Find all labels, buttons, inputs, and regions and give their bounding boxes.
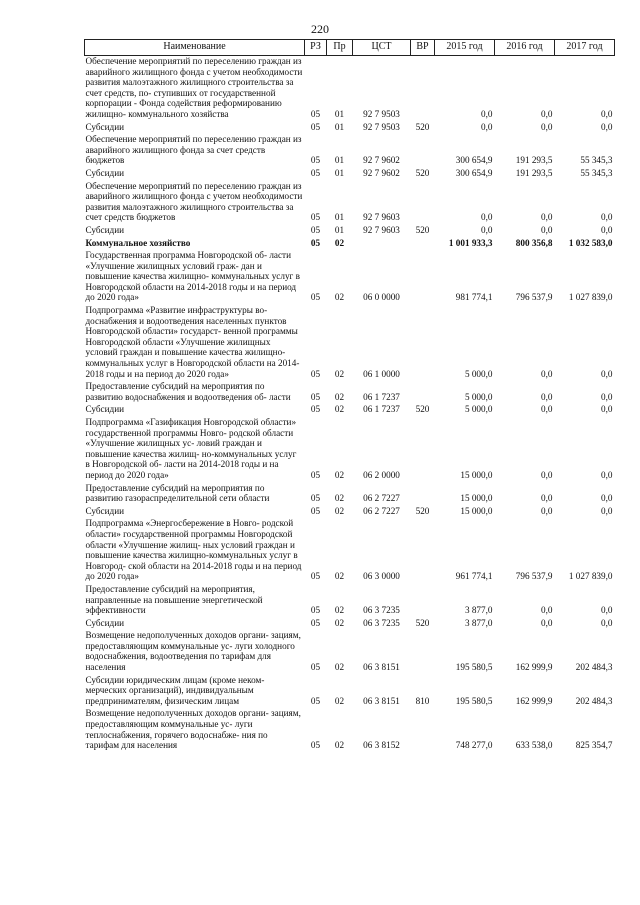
cell-pr: 01: [334, 224, 345, 235]
cell-cst: 06 3 7235: [363, 617, 400, 628]
cell-name: Субсидии: [85, 121, 125, 132]
cell-pr: 02: [334, 740, 345, 751]
cell-vr: [411, 250, 435, 305]
cell-2015: 0,0: [481, 224, 493, 235]
cell-2016: 796 537,9: [515, 571, 553, 582]
cell-name: Субсидии: [85, 505, 125, 516]
cell-2017: 0,0: [601, 605, 613, 616]
cell-rz: 05: [310, 108, 321, 119]
table-row: [85, 238, 615, 251]
cell-2017: 0,0: [601, 617, 613, 628]
cell-cst: 06 2 7227: [363, 493, 400, 504]
header-pr: Пр: [327, 40, 353, 56]
cell-2017: 55 345,3: [580, 167, 613, 178]
cell-2015: 15 000,0: [460, 469, 493, 480]
cell-vr: [411, 134, 435, 168]
cell-pr: 02: [334, 605, 345, 616]
header-2017: 2017 год: [555, 40, 615, 56]
cell-name: Обеспечение мероприятий по переселению граждан из аварийного жилищного фонда с учетом необходимости развития малоэтажного жилищного строительства за счет средств, по- ступивших от государственной корпорации - Фонда содействия реформированию жилищно- коммунального хозяйства: [85, 56, 303, 119]
cell-2017: 202 484,3: [575, 662, 613, 673]
cell-2015: 3 877,0: [464, 617, 493, 628]
cell-2015: 5 000,0: [464, 404, 493, 415]
cell-2017: 0,0: [601, 212, 613, 223]
cell-cst: 06 1 7237: [363, 391, 400, 402]
table-row: [85, 225, 615, 238]
cell-2016: 191 293,5: [515, 167, 553, 178]
cell-vr: 520: [415, 404, 430, 415]
cell-rz: 05: [310, 605, 321, 616]
cell-pr: 02: [334, 404, 345, 415]
cell-pr: 02: [334, 391, 345, 402]
header-rz: РЗ: [305, 40, 327, 56]
cell-2016: 0,0: [541, 121, 553, 132]
cell-pr: 01: [334, 121, 345, 132]
cell-2015: 300 654,9: [455, 155, 493, 166]
cell-2017: 0,0: [601, 108, 613, 119]
cell-2016: 0,0: [541, 605, 553, 616]
cell-cst: 06 1 7237: [363, 404, 400, 415]
cell-rz: 05: [310, 404, 321, 415]
cell-vr: [411, 483, 435, 506]
cell-name: Государственная программа Новгородской об- ласти «Улучшение жилищных условий граж- дан и повышение качества жилищно- коммунальных услуг в Новгородской области на 2014-2018 годы и на период до 2020 года»: [85, 250, 300, 303]
cell-pr: 02: [334, 292, 345, 303]
cell-rz: 05: [310, 505, 321, 516]
cell-vr: 520: [415, 121, 430, 132]
cell-rz: 05: [310, 740, 321, 751]
cell-name: Коммунальное хозяйство: [85, 237, 191, 248]
header-2016: 2016 год: [495, 40, 555, 56]
cell-2016: 0,0: [541, 404, 553, 415]
table-row: [85, 381, 615, 404]
cell-pr: 01: [334, 108, 345, 119]
cell-2016: 0,0: [541, 108, 553, 119]
cell-pr: 02: [334, 469, 345, 480]
table-row: [85, 417, 615, 483]
cell-rz: 05: [310, 469, 321, 480]
cell-2016: 796 537,9: [515, 292, 553, 303]
cell-2016: 0,0: [541, 368, 553, 379]
cell-rz: 05: [310, 121, 321, 132]
cell-name: Предоставление субсидий на мероприятия по развитию водоснабжения и водоотведения об- ласти: [85, 381, 291, 402]
table-row: [85, 56, 615, 122]
table-row: [85, 250, 615, 305]
cell-pr: 01: [334, 167, 345, 178]
cell-vr: 520: [415, 224, 430, 235]
cell-2015: 5 000,0: [464, 368, 493, 379]
cell-cst: 92 7 9602: [363, 155, 400, 166]
cell-pr: 02: [334, 505, 345, 516]
cell-2015: 981 774,1: [455, 292, 493, 303]
cell-2015: 0,0: [481, 108, 493, 119]
cell-pr: 02: [334, 695, 345, 706]
cell-cst: 92 7 9503: [363, 108, 400, 119]
cell-cst: 06 1 0000: [363, 368, 400, 379]
cell-name: Субсидии: [85, 224, 125, 235]
cell-vr: [411, 305, 435, 381]
cell-pr: 01: [334, 155, 345, 166]
cell-2016: 0,0: [541, 505, 553, 516]
cell-2017: 0,0: [601, 224, 613, 235]
table-row: [85, 483, 615, 506]
cell-2017: 0,0: [601, 493, 613, 504]
cell-rz: 05: [310, 662, 321, 673]
table-row: [85, 675, 615, 709]
cell-cst: 06 3 7235: [363, 605, 400, 616]
table-row: [85, 708, 615, 752]
cell-2017: 0,0: [601, 505, 613, 516]
cell-2017: 0,0: [601, 121, 613, 132]
table-row: [85, 518, 615, 584]
cell-vr: [411, 181, 435, 225]
cell-rz: 05: [310, 167, 321, 178]
cell-2015: 0,0: [481, 121, 493, 132]
cell-cst: 92 7 9603: [363, 212, 400, 223]
cell-2015: 961 774,1: [455, 571, 493, 582]
cell-2017: 0,0: [601, 404, 613, 415]
table-row: [85, 305, 615, 381]
cell-vr: 520: [415, 505, 430, 516]
cell-2015: 300 654,9: [455, 167, 493, 178]
cell-name: Субсидии: [85, 167, 125, 178]
cell-name: Подпрограмма «Энергосбережение в Новго- родской области» государственной программы Новгородской области «Улучшение жилищ- ных условий граждан и повышение качества жилищно-коммунальных услуг в Новгород- ской области на 2014-2018 годы и на период до 2020 года»: [85, 518, 302, 582]
cell-2016: 0,0: [541, 617, 553, 628]
cell-name: Обеспечение мероприятий по переселению граждан из аварийного жилищного фонда с учетом необходимости развития малоэтажного жилищного строительства за счет средств бюджетов: [85, 180, 303, 223]
cell-vr: 520: [415, 617, 430, 628]
cell-2016: 0,0: [541, 391, 553, 402]
cell-vr: [411, 630, 435, 674]
cell-2017: 0,0: [601, 368, 613, 379]
table-row: [85, 404, 615, 417]
cell-pr: 02: [334, 237, 345, 248]
cell-2017: 55 345,3: [580, 155, 613, 166]
cell-rz: 05: [310, 571, 321, 582]
cell-vr: [411, 584, 435, 618]
cell-2015: 5 000,0: [464, 391, 493, 402]
cell-rz: 05: [310, 237, 321, 248]
cell-cst: 06 3 8151: [363, 662, 400, 673]
cell-rz: 05: [310, 292, 321, 303]
budget-table: [84, 39, 615, 753]
cell-name: Возмещение недополученных доходов органи- зациям, предоставляющим коммунальные ус- луги теплоснабжения, горячего водоснабже- ния по тарифам для населения: [85, 708, 301, 751]
cell-vr: [411, 417, 435, 483]
cell-2015: 195 580,5: [455, 695, 493, 706]
cell-cst: 92 7 9503: [363, 121, 400, 132]
cell-2015: 0,0: [481, 212, 493, 223]
cell-2016: 633 538,0: [515, 740, 553, 751]
cell-cst: 06 3 0000: [363, 571, 400, 582]
cell-2016: 0,0: [541, 224, 553, 235]
cell-2016: 800 356,8: [515, 237, 553, 248]
header-2015: 2015 год: [435, 40, 495, 56]
cell-2015: 1 001 933,3: [448, 237, 493, 248]
cell-2017: 0,0: [601, 391, 613, 402]
cell-name: Субсидии: [85, 404, 125, 415]
header-cst: ЦСТ: [353, 40, 411, 56]
cell-2016: 0,0: [541, 469, 553, 480]
cell-2017: 825 354,7: [575, 740, 613, 751]
cell-cst: [353, 238, 411, 251]
table-row: [85, 181, 615, 225]
cell-2017: 0,0: [601, 469, 613, 480]
cell-2017: 202 484,3: [575, 695, 613, 706]
cell-vr: 520: [415, 167, 430, 178]
page-number: 220: [311, 22, 329, 36]
table-body: [85, 56, 615, 753]
cell-rz: 05: [310, 493, 321, 504]
cell-name: Подпрограмма «Развитие инфраструктуры во- доснабжения и водоотведения населенных пунктов Новгородской области» государст- венной программы Новгородской области «Улучшение жилищных условий граждан и повышение качества жилищно-коммунальных услуг в Новгородской области на 2014-2018 годы и на период до 2020 года»: [85, 305, 300, 379]
cell-cst: 06 3 8151: [363, 695, 400, 706]
table-header: [85, 40, 615, 56]
cell-name: Подпрограмма «Газификация Новгородской области» государственной программы Новго- родской области «Улучшение жилищных ус- ловий граждан и повышение качества жилищ- но-коммунальных услуг в Новгородской об- ласти на 2014-2018 годы и на период до 2020 года»: [85, 417, 297, 480]
cell-rz: 05: [310, 368, 321, 379]
cell-2016: 162 999,9: [515, 695, 553, 706]
cell-rz: 05: [310, 695, 321, 706]
cell-cst: 06 2 0000: [363, 469, 400, 480]
cell-2016: 0,0: [541, 493, 553, 504]
cell-2017: 1 027 839,0: [568, 571, 613, 582]
cell-pr: 02: [334, 493, 345, 504]
cell-2015: 15 000,0: [460, 505, 493, 516]
cell-pr: 01: [334, 212, 345, 223]
table-row: [85, 506, 615, 519]
header-vr: ВР: [411, 40, 435, 56]
table-row: [85, 584, 615, 618]
cell-rz: 05: [310, 155, 321, 166]
cell-name: Предоставление субсидий на мероприятия по развитию газораспределительной сети области: [85, 482, 270, 504]
cell-cst: 92 7 9602: [363, 167, 400, 178]
cell-name: Обеспечение мероприятий по переселению граждан из аварийного жилищного фонда за счет средств бюджетов: [85, 134, 302, 166]
cell-cst: 92 7 9603: [363, 224, 400, 235]
cell-name: Возмещение недополученных доходов органи- зациям, предоставляющим коммунальные ус- луги холодного водоснабжения, водоотведения по тарифам для населения: [85, 630, 301, 673]
table-row: [85, 618, 615, 631]
table-row: [85, 168, 615, 181]
cell-vr: [411, 56, 435, 122]
header-name: Наименование: [85, 40, 305, 56]
cell-cst: 06 2 7227: [363, 505, 400, 516]
cell-cst: 06 0 0000: [363, 292, 400, 303]
cell-vr: [411, 238, 435, 251]
cell-rz: 05: [310, 391, 321, 402]
cell-rz: 05: [310, 212, 321, 223]
cell-pr: 02: [334, 571, 345, 582]
cell-name: Субсидии юридическим лицам (кроме неком- мерческих организаций), индивидуальным предпринимателям, физическим лицам: [85, 674, 265, 706]
cell-vr: [411, 381, 435, 404]
cell-pr: 02: [334, 368, 345, 379]
table-row: [85, 630, 615, 674]
cell-rz: 05: [310, 224, 321, 235]
cell-rz: 05: [310, 617, 321, 628]
table-row: [85, 134, 615, 168]
cell-cst: 06 3 8152: [363, 740, 400, 751]
cell-2015: 3 877,0: [464, 605, 493, 616]
cell-name: Субсидии: [85, 617, 125, 628]
cell-pr: 02: [334, 617, 345, 628]
cell-name: Предоставление субсидий на мероприятия, направленные на повышение энергетической эффективности: [85, 583, 263, 616]
cell-2016: 162 999,9: [515, 662, 553, 673]
cell-pr: 02: [334, 662, 345, 673]
cell-vr: 810: [415, 695, 430, 706]
cell-2016: 0,0: [541, 212, 553, 223]
cell-vr: [411, 708, 435, 752]
cell-2017: 1 032 583,0: [568, 237, 613, 248]
cell-2015: 195 580,5: [455, 662, 493, 673]
cell-vr: [411, 518, 435, 584]
cell-2016: 191 293,5: [515, 155, 553, 166]
table-row: [85, 122, 615, 135]
cell-2015: 15 000,0: [460, 493, 493, 504]
cell-2017: 1 027 839,0: [568, 292, 613, 303]
cell-2015: 748 277,0: [455, 740, 493, 751]
